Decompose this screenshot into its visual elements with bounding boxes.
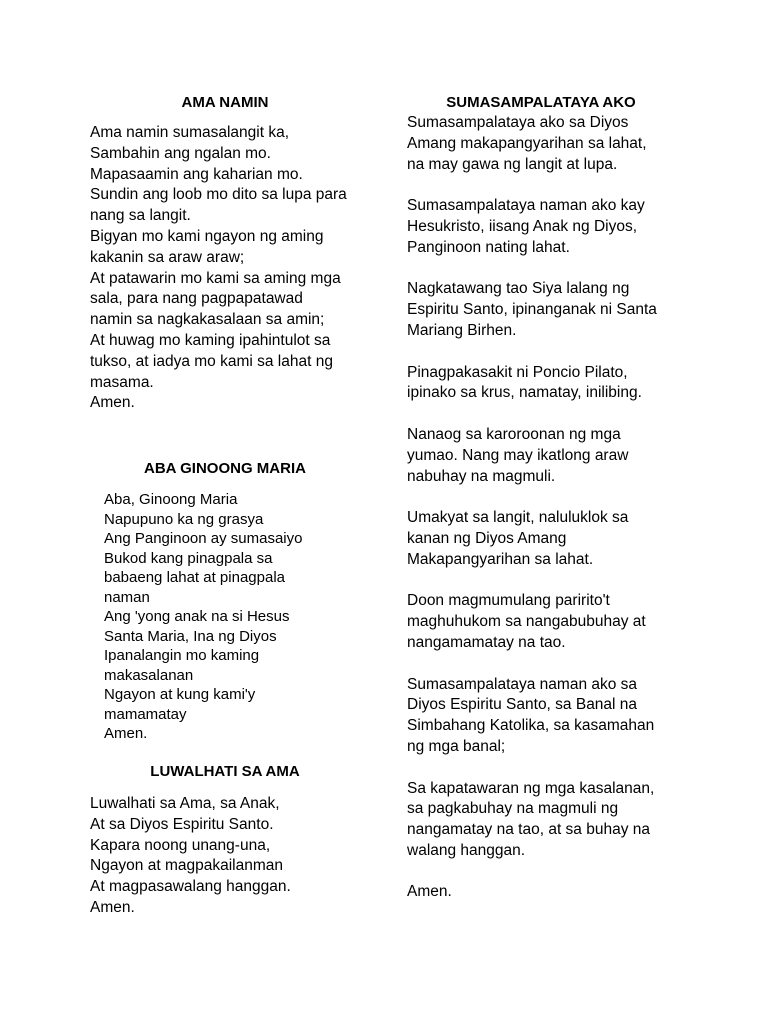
text-line: At patawarin mo kami sa aming mga (90, 269, 341, 287)
text-line: Umakyat sa langit, naluluklok sa (407, 509, 629, 527)
ama-namin-title: AMA NAMIN (181, 94, 269, 111)
text-line: At huwag mo kaming ipahintulot sa (90, 331, 331, 349)
text-line: maghuhukom sa nangabubuhay at (407, 613, 646, 631)
sumasampalataya-ako-text (407, 113, 707, 903)
text-line: makasalanan (104, 666, 194, 684)
text-line: nabuhay na magmuli. (407, 467, 556, 485)
text-line: Ang 'yong anak na si Hesus (104, 608, 290, 625)
text-line: Mariang Birhen. (407, 321, 517, 339)
text-line: ng mga banal; (407, 737, 506, 755)
text-line: ipinako sa krus, namatay, inilibing. (407, 384, 642, 402)
text-line: Sundin ang loob mo dito sa lupa para (90, 186, 347, 204)
text-line: Amen. (407, 883, 452, 901)
text-line: Luwalhati sa Ama, sa Anak, (90, 795, 280, 812)
text-line: Nagkatawang tao Siya lalang ng (407, 280, 630, 298)
text-line: Nanaog sa karoroonan ng mga (407, 425, 621, 443)
luwalhati-sa-ama-title: LUWALHATI SA AMA (150, 763, 300, 780)
text-line: walang hanggan. (407, 841, 526, 859)
text-line: yumao. Nang may ikatlong araw (407, 446, 629, 464)
text-line: sala, para nang pagpapatawad (90, 290, 303, 308)
text-line: sa pagkabuhay na magmuli ng (407, 800, 619, 818)
text-line: Ama namin sumasalangit ka, (90, 124, 290, 141)
text-line: Napupuno ka ng grasya (104, 510, 264, 528)
text-line: tukso, at iadya mo kami sa lahat ng (90, 352, 333, 370)
text-line: Aba, Ginoong Maria (104, 491, 238, 508)
text-line: Kapara noong unang-una, (90, 836, 271, 854)
text-line: Amang makapangyarihan sa lahat, (407, 134, 647, 152)
text-line: Bigyan mo kami ngayon ng aming (90, 227, 324, 245)
paragraph (407, 779, 707, 862)
text-line: Ipanalangin mo kaming (104, 647, 260, 664)
text-line: kanan ng Diyos Amang (407, 529, 567, 547)
text-line: namin sa nagkakasalaan sa amin; (90, 311, 325, 329)
text-line: Amen. (90, 394, 135, 412)
paragraph (407, 279, 707, 341)
paragraph (407, 196, 707, 258)
text-line: Pinagpakasakit ni Poncio Pilato, (407, 363, 628, 381)
text-line: na may gawa ng langit at lupa. (407, 155, 618, 173)
text-line: Sa kapatawaran ng mga kasalanan, (407, 779, 655, 797)
text-line: Sumasampalataya naman ako kay (407, 197, 645, 215)
ama-namin-text (90, 123, 380, 414)
text-line: At sa Diyos Espiritu Santo. (90, 815, 274, 833)
text-line: Diyos Espiritu Santo, sa Banal na (407, 696, 638, 714)
aba-ginoong-maria-text (104, 490, 374, 744)
text-line: nangamamatay na tao. (407, 633, 566, 651)
text-line: Makapangyarihan sa lahat. (407, 550, 594, 568)
text-line: Ngayon at kung kami'y (104, 686, 256, 703)
text-line: masama. (90, 373, 154, 391)
text-line: Mapasaamin ang kaharian mo. (90, 165, 303, 183)
text-line: Sambahin ang ngalan mo. (90, 144, 271, 162)
sumasampalataya-ako-title: SUMASAMPALATAYA AKO (446, 94, 636, 111)
text-line: Bukod kang pinagpala sa (104, 549, 273, 567)
prayer-sumasampalataya-ako (407, 93, 707, 924)
text-line: kakanin sa araw araw; (90, 248, 245, 266)
paragraph (407, 425, 707, 487)
text-line: nangamatay na tao, at sa buhay na (407, 821, 651, 839)
text-line: Ngayon at magpakailanman (90, 857, 284, 875)
prayer-ama-namin (90, 93, 380, 414)
prayer-aba-ginoong-maria (104, 459, 374, 744)
luwalhati-sa-ama-text (90, 794, 380, 919)
paragraph (407, 363, 707, 405)
paragraph (407, 113, 707, 175)
text-line: naman (104, 588, 150, 606)
prayer-luwalhati-sa-ama (90, 762, 380, 919)
text-line: Ang Panginoon ay sumasaiyo (104, 530, 303, 547)
text-line: Santa Maria, Ina ng Diyos (104, 627, 277, 645)
text-line: mamamatay (104, 705, 187, 723)
paragraph (407, 591, 707, 653)
text-line: Amen. (104, 725, 148, 742)
text-line: Panginoon nating lahat. (407, 238, 570, 256)
text-line: Simbahang Katolika, sa kasamahan (407, 717, 655, 735)
text-line: Doon magmumulang paririto't (407, 592, 610, 610)
paragraph (407, 675, 707, 758)
text-line: babaeng lahat at pinagpala (104, 569, 285, 586)
paragraph (407, 508, 707, 570)
text-line: Espiritu Santo, ipinanganak ni Santa (407, 301, 657, 319)
text-line: Hesukristo, iisang Anak ng Diyos, (407, 217, 638, 235)
text-line: Amen. (90, 898, 135, 916)
text-line: Sumasampalataya naman ako sa (407, 675, 638, 693)
aba-ginoong-maria-title: ABA GINOONG MARIA (144, 460, 306, 477)
text-line: At magpasawalang hanggan. (90, 878, 291, 896)
paragraph (407, 882, 707, 903)
text-line: nang sa langit. (90, 207, 191, 225)
text-line: Sumasampalataya ako sa Diyos (407, 114, 629, 131)
